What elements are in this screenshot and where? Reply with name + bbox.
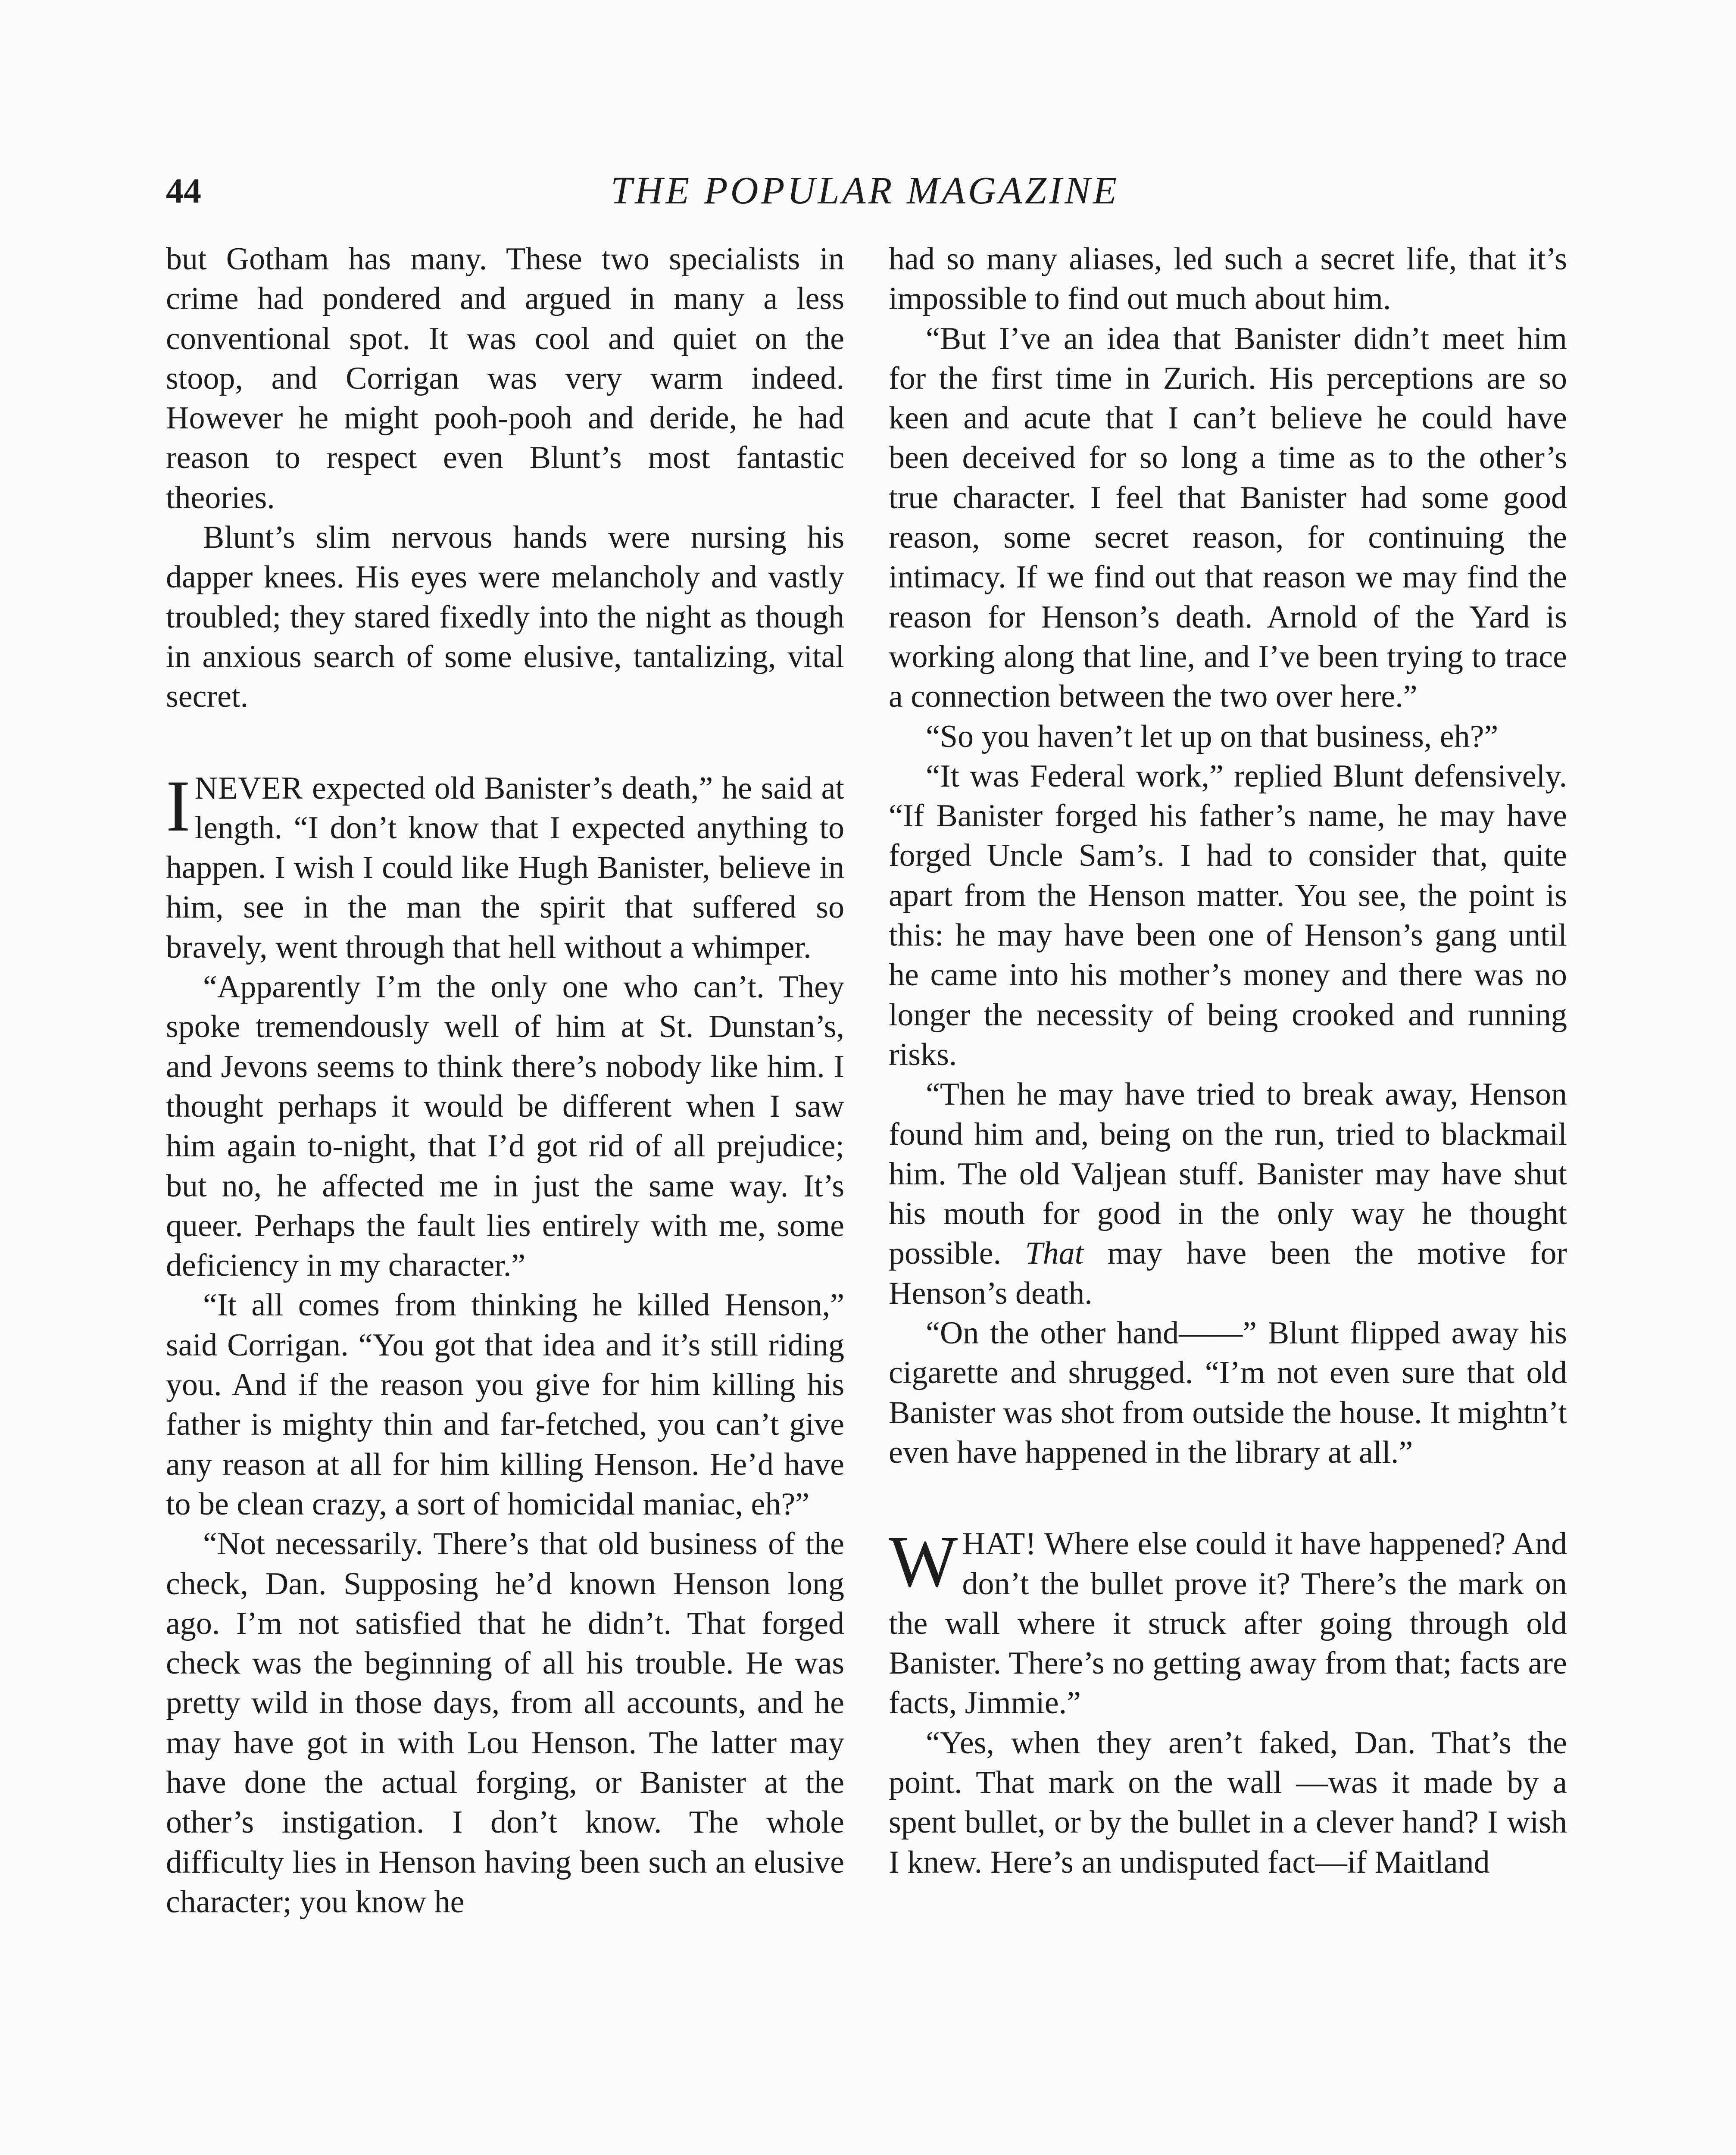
paragraph: “Apparently I’m the only one who can’t. They spoke tremendously well of him at St. Dunstan’s, and Jevons seems to think there’s nobody like him. I thought perhaps it would be different when I saw him again to-night, that I’d got rid of all prejudice; but no, he affected me in just the same way. It’s queer. Perhaps the fault lies entirely with me, some deficiency in my character.” [166, 969, 844, 1284]
paragraph: had so many aliases, led such a secret life, that it’s impossible to find out much about him. [889, 241, 1567, 317]
right-column [889, 239, 1567, 1882]
drop-cap: I [166, 765, 190, 846]
drop-cap: W [889, 1521, 958, 1602]
paragraph-text: Where else could it have happened? And don’t the bullet prove it? There’s the mark on the wall where it struck after going through old Banister. There’s no getting away from that; facts are facts, Jimmie.” [889, 1526, 1567, 1721]
page-number: 44 [166, 171, 201, 210]
emphasized-word: That [1025, 1236, 1084, 1271]
paragraph-text: may have been the motive for Henson’s death. [889, 1236, 1567, 1311]
page-header [166, 167, 1564, 223]
section-break [166, 717, 844, 768]
paragraph: “Yes, when they aren’t faked, Dan. That’s the point. That mark on the wall —was it made by a spent bullet, or by the bullet in a clever hand? I wish I knew. Here’s an undisputed fact—if Maitland [889, 1725, 1567, 1880]
paragraph: “It was Federal work,” replied Blunt defensively. “If Banister forged his father’s name, he may have forged Uncle Sam’s. I had to consider that, quite apart from the Henson matter. You see, the point is this: he may have been one of Henson’s gang until he came into his mother’s money and there was no longer the necessity of being crooked and running risks. [889, 758, 1567, 1072]
paragraph: “It all comes from thinking he killed Henson,” said Corrigan. “You got that idea and it’s still riding you. And if the reason you give for him killing his father is mighty thin and far-fetched, you can’t give any reason at all for him killing Henson. He’d have to be clean crazy, a sort of homicidal maniac, eh?” [166, 1287, 844, 1522]
paragraph [889, 1074, 1567, 1313]
paragraph: “But I’ve an idea that Banister didn’t meet him for the first time in Zurich. His perceptions are so keen and acute that I can’t believe he could have been deceived for so long a time as to the other’s true character. I feel that Banister had some good reason, some secret reason, for continuing the intimacy. If we find out that reason we may find the reason for Henson’s death. Arnold of the Yard is working along that line, and I’ve been trying to trace a connection between the two over here.” [889, 321, 1567, 715]
paragraph-text: “Then he may have tried to break away, Henson found him and, being on the run, tried to blackmail him. The old Valjean stuff. Banister may have shut his mouth for good in the only way he thought possible. [889, 1077, 1567, 1271]
paragraph: Blunt’s slim nervous hands were nursing his dapper knees. His eyes were melancholy and vastly troubled; they stared fixedly into the night as though in anxious search of some elusive, tantalizing, vital secret. [166, 520, 844, 715]
paragraph-text: expected old Banister’s death,” he said at length. “I don’t know that I expected anything to happen. I wish I could like Hugh Banister, believe in him, see in the man the spirit that suffered so bravely, went through that hell without a whimper. [166, 770, 844, 965]
left-column [166, 239, 844, 1922]
small-caps-lead: HAT! [962, 1526, 1037, 1562]
paragraph: but Gotham has many. These two specialists in crime had pondered and argued in many a less conventional spot. It was cool and quiet on the stoop, and Corrigan was very warm indeed. However he might pooh-pooh and deride, he had reason to respect even Blunt’s most fantastic theories. [166, 241, 844, 515]
paragraph: “Not necessarily. There’s that old business of the check, Dan. Supposing he’d known Henson long ago. I’m not satisfied that he didn’t. That forged check was the beginning of all his trouble. He was pretty wild in those days, from all accounts, and he may have got in with Lou Henson. The latter may have done the actual forging, or Banister at the other’s instigation. I don’t know. The whole difficulty lies in Henson having been such an elusive character; you know he [166, 1526, 844, 1920]
small-caps-lead: NEVER [194, 770, 303, 806]
section-opening-paragraph [889, 1521, 1567, 1723]
section-break [889, 1472, 1567, 1524]
paragraph: “So you haven’t let up on that business, eh?” [926, 718, 1499, 754]
running-title: THE POPULAR MAGAZINE [611, 169, 1119, 212]
paragraph: “On the other hand——” Blunt flipped away his cigarette and shrugged. “I’m not even sure that old Banister was shot from outside the house. It mightn’t even have happened in the library at all.” [889, 1315, 1567, 1470]
section-opening-paragraph [166, 765, 844, 967]
